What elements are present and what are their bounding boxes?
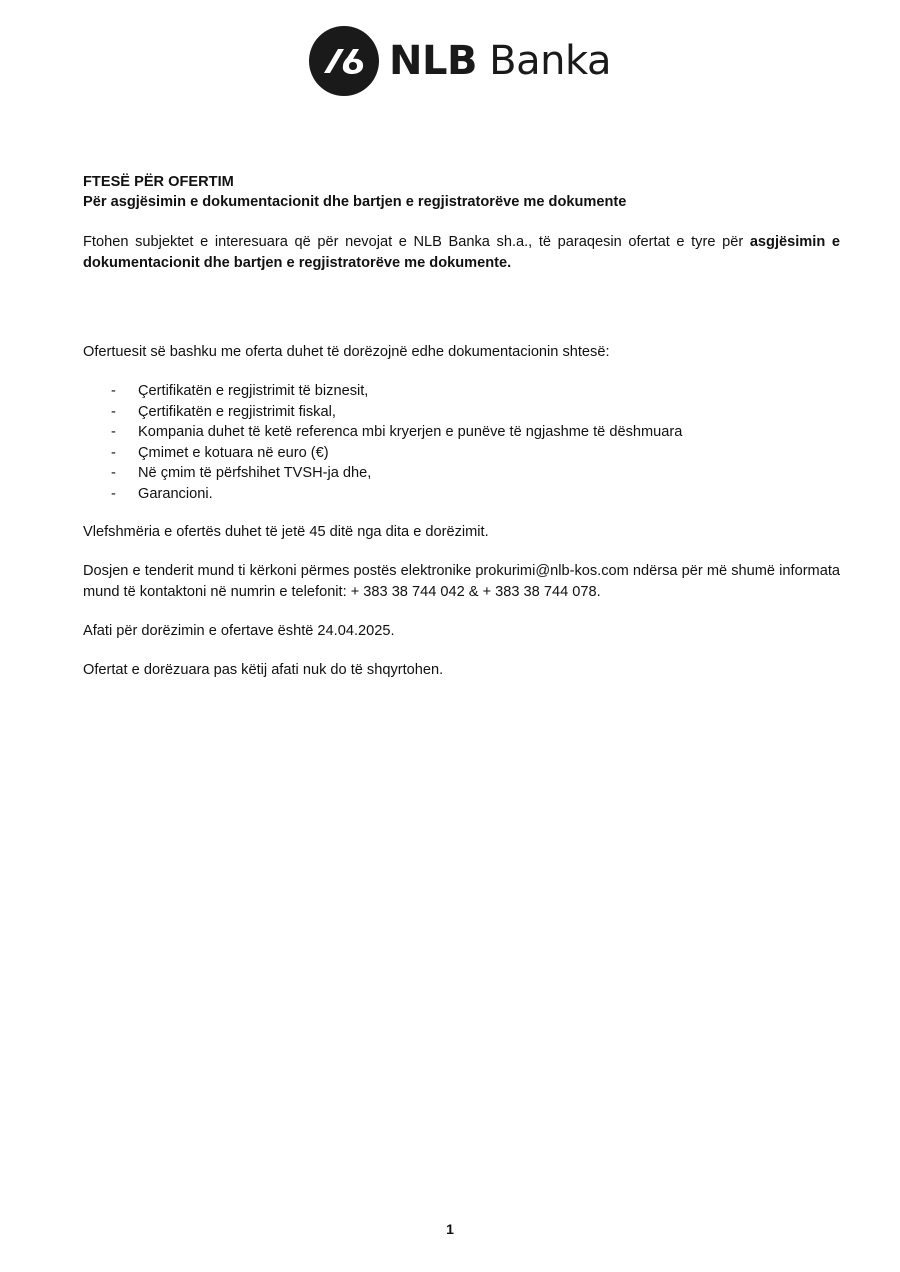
document-title: FTESË PËR OFERTIM: [83, 174, 234, 190]
page-number: 1: [446, 1221, 454, 1237]
dossier-paragraph: Dosjen e tenderit mund ti kërkoni përmes postës elektronike prokurimi@nlb-kos.com ndërsa për më shumë informata mund të kontaktoni në numrin e telefonit: + 383 38 744 042 & + 383 38 744 078.: [83, 563, 840, 600]
intro-paragraph: [83, 232, 840, 274]
intro-bold-text: asgjësimin e dokumentacionit dhe bartjen e regjistratorëve me dokumente.: [83, 234, 840, 271]
late-notice-paragraph: Ofertat e dorëzuara pas këtij afati nuk do të shqyrtohen.: [83, 662, 444, 678]
list-item: - Çertifikatën e regjistrimit fiskal,: [83, 402, 840, 423]
nlb-banka-logo: [309, 26, 611, 96]
list-item: - Në çmim të përfshihet TVSH-ja dhe,: [83, 463, 840, 484]
document-subtitle: Për asgjësimin e dokumentacionit dhe bartjen e regjistratorëve me dokumente: [83, 194, 627, 210]
list-item: - Çmimet e kotuara në euro (€): [83, 443, 840, 464]
deadline-paragraph: Afati për dorëzimin e ofertave është 24.04.2025.: [83, 623, 395, 639]
list-item: - Garancioni.: [83, 484, 840, 505]
requirements-list: [83, 381, 840, 504]
intro-text: Ftohen subjektet e interesuara që për nevojat e NLB Banka sh.a., të paraqesin ofertat e tyre për: [83, 234, 750, 250]
document-body: [83, 172, 840, 681]
list-item: - Çertifikatën e regjistrimit të biznesit,: [83, 381, 840, 402]
validity-paragraph: Vlefshmëria e ofertës duhet të jetë 45 ditë nga dita e dorëzimit.: [83, 524, 489, 540]
list-item: - Kompania duhet të ketë referenca mbi kryerjen e punëve të ngjashme të dëshmuara: [83, 422, 840, 443]
logo-wordmark: NLB Banka: [389, 38, 611, 84]
nlb-logo-icon: [309, 26, 379, 96]
offer-intro-paragraph: Ofertuesit së bashku me oferta duhet të dorëzojnë edhe dokumentacionin shtesë:: [83, 344, 610, 360]
